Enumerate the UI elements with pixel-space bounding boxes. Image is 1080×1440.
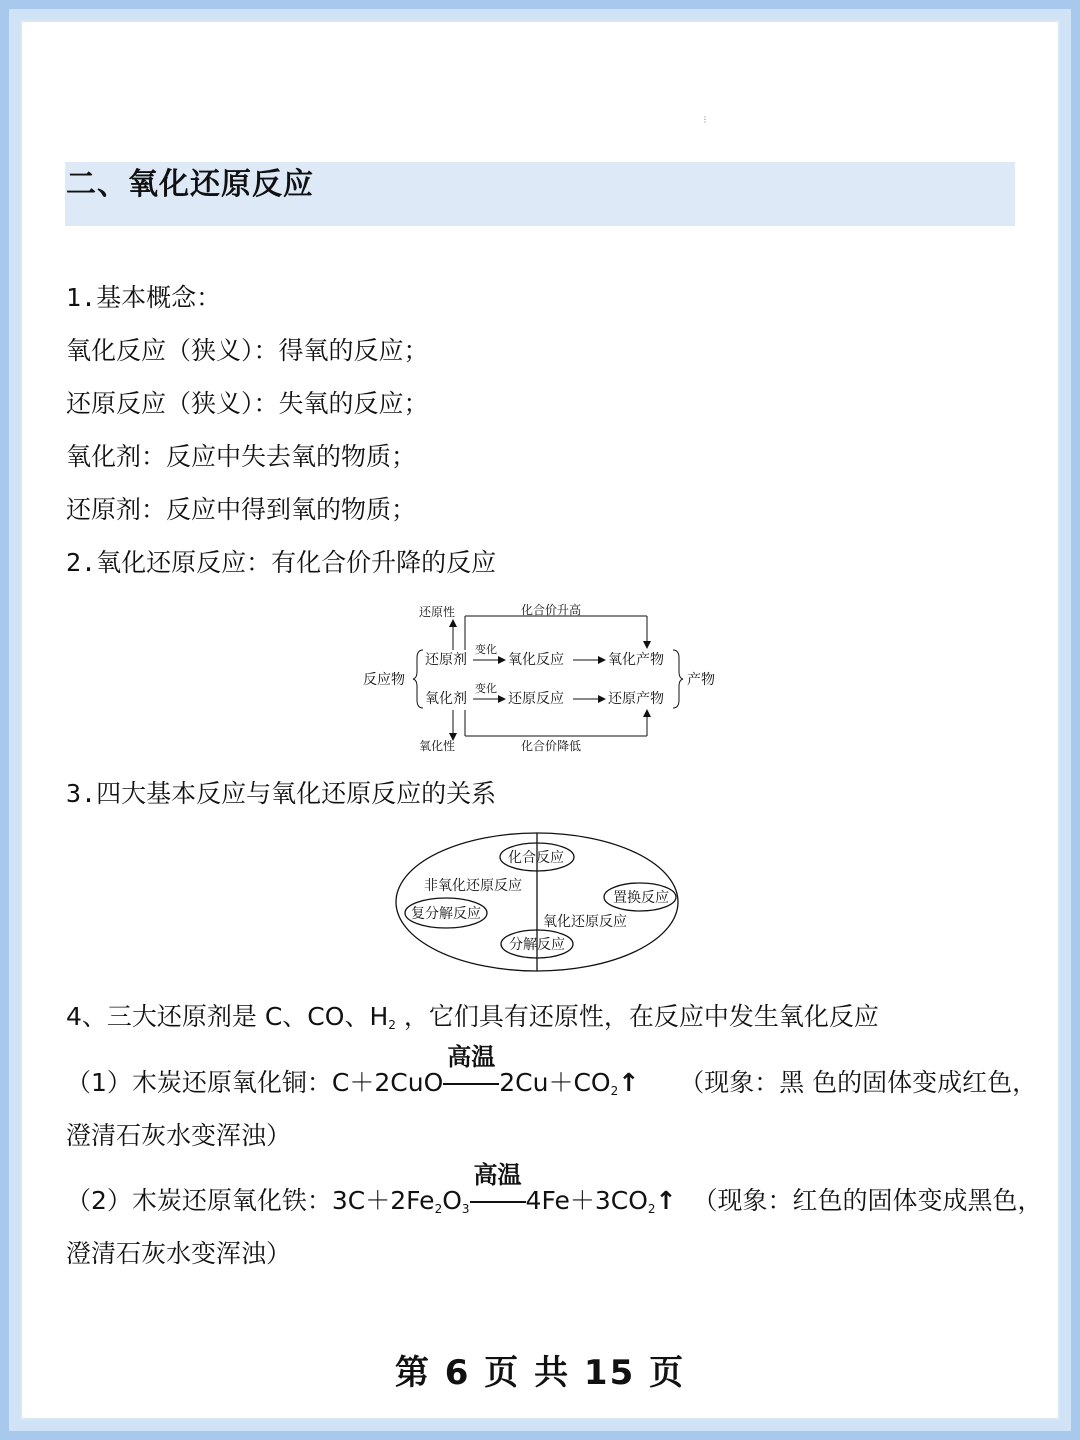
reaction1-condition xyxy=(443,1043,499,1100)
page-marker: ⋮ xyxy=(701,115,709,124)
reductants-prefix: 4、三大还原剂是 C、CO、H xyxy=(66,1002,389,1031)
label-products: 产物 xyxy=(687,672,715,688)
reaction1-lead: （1）木炭还原氧化铜：C＋2CuO xyxy=(66,1068,444,1097)
text-line-reaction-2-note: 澄清石灰水变浑浊） xyxy=(66,1239,292,1268)
label-combination: 化合反应 xyxy=(508,850,564,866)
label-reactants: 反应物 xyxy=(363,672,405,688)
label-valence-up: 化合价升高 xyxy=(521,603,582,617)
label-oxidation-reaction: 氧化反应 xyxy=(508,652,564,668)
reaction1-product-sub: 2 xyxy=(610,1084,619,1098)
reaction2-note: （现象：红色的固体变成黑色， xyxy=(692,1186,1043,1215)
gas-arrow-icon: ↑ xyxy=(655,1186,677,1215)
label-reducing-agent: 还原剂 xyxy=(425,652,467,668)
reaction1-note: （现象：黑 色的固体变成红色， xyxy=(679,1068,1038,1097)
reaction2-product-sub: 2 xyxy=(647,1202,656,1216)
text-line-three-reductants xyxy=(66,1000,879,1034)
reaction1-condition-label: 高温 xyxy=(447,1043,496,1071)
redox-concept-diagram xyxy=(355,598,735,760)
reaction2-condition-bar xyxy=(470,1201,526,1203)
reaction2-sub-b: 3 xyxy=(461,1202,470,1216)
label-reduction-product: 还原产物 xyxy=(608,691,664,707)
label-double-decomposition: 复分解反应 xyxy=(411,906,481,922)
reaction2-lead-b: O xyxy=(442,1186,462,1215)
reaction-relation-diagram xyxy=(390,830,690,975)
text-line-reducing-agent: 还原剂：反应中得到氧的物质； xyxy=(66,495,417,524)
text-line-reaction-2 xyxy=(66,1161,1043,1218)
section-heading: 二、氧化还原反应 xyxy=(66,167,314,202)
label-redox: 氧化还原反应 xyxy=(543,914,627,930)
reaction2-lead-a: （2）木炭还原氧化铁：3C＋2Fe xyxy=(66,1186,435,1215)
label-change-bottom: 变化 xyxy=(475,682,497,695)
label-displacement: 置换反应 xyxy=(613,890,669,906)
text-line-reduction: 还原反应（狭义）：失氧的反应； xyxy=(66,389,429,418)
text-line-reaction-1-note: 澄清石灰水变浑浊） xyxy=(66,1121,292,1150)
reaction2-product: 4Fe＋3CO xyxy=(525,1186,648,1215)
reaction1-condition-bar xyxy=(443,1083,499,1085)
label-reducibility: 还原性 xyxy=(419,605,456,619)
text-line-four-reactions: 3.四大基本反应与氧化还原反应的关系 xyxy=(66,779,497,808)
page-footer: 第 6 页 共 15 页 xyxy=(394,1353,686,1393)
label-oxidizability: 氧化性 xyxy=(419,739,456,753)
text-line-reaction-1 xyxy=(66,1043,1038,1100)
reductants-suffix: ，它们具有还原性，在反应中发生氧化反应 xyxy=(395,1002,879,1031)
reaction1-product: 2Cu＋CO xyxy=(499,1068,611,1097)
reaction2-sub-a: 2 xyxy=(434,1202,443,1216)
text-line-basic-concepts: 1.基本概念： xyxy=(66,283,222,312)
label-oxidation-product: 氧化产物 xyxy=(608,652,664,668)
label-change-top: 变化 xyxy=(475,643,497,656)
label-oxidizing-agent: 氧化剂 xyxy=(425,691,467,707)
label-valence-down: 化合价降低 xyxy=(521,739,582,753)
gas-arrow-icon: ↑ xyxy=(618,1068,640,1097)
reaction2-condition-label: 高温 xyxy=(473,1161,522,1189)
label-non-redox: 非氧化还原反应 xyxy=(424,878,522,894)
text-line-redox-definition: 2.氧化还原反应：有化合价升降的反应 xyxy=(66,548,497,577)
label-reduction-reaction: 还原反应 xyxy=(508,691,564,707)
label-decomposition: 分解反应 xyxy=(509,937,565,953)
reductants-subscript: 2 xyxy=(388,1018,396,1032)
reaction2-condition xyxy=(470,1161,526,1218)
text-line-oxidation: 氧化反应（狭义）：得氧的反应； xyxy=(66,336,429,365)
text-line-oxidizing-agent: 氧化剂：反应中失去氧的物质； xyxy=(66,442,417,471)
